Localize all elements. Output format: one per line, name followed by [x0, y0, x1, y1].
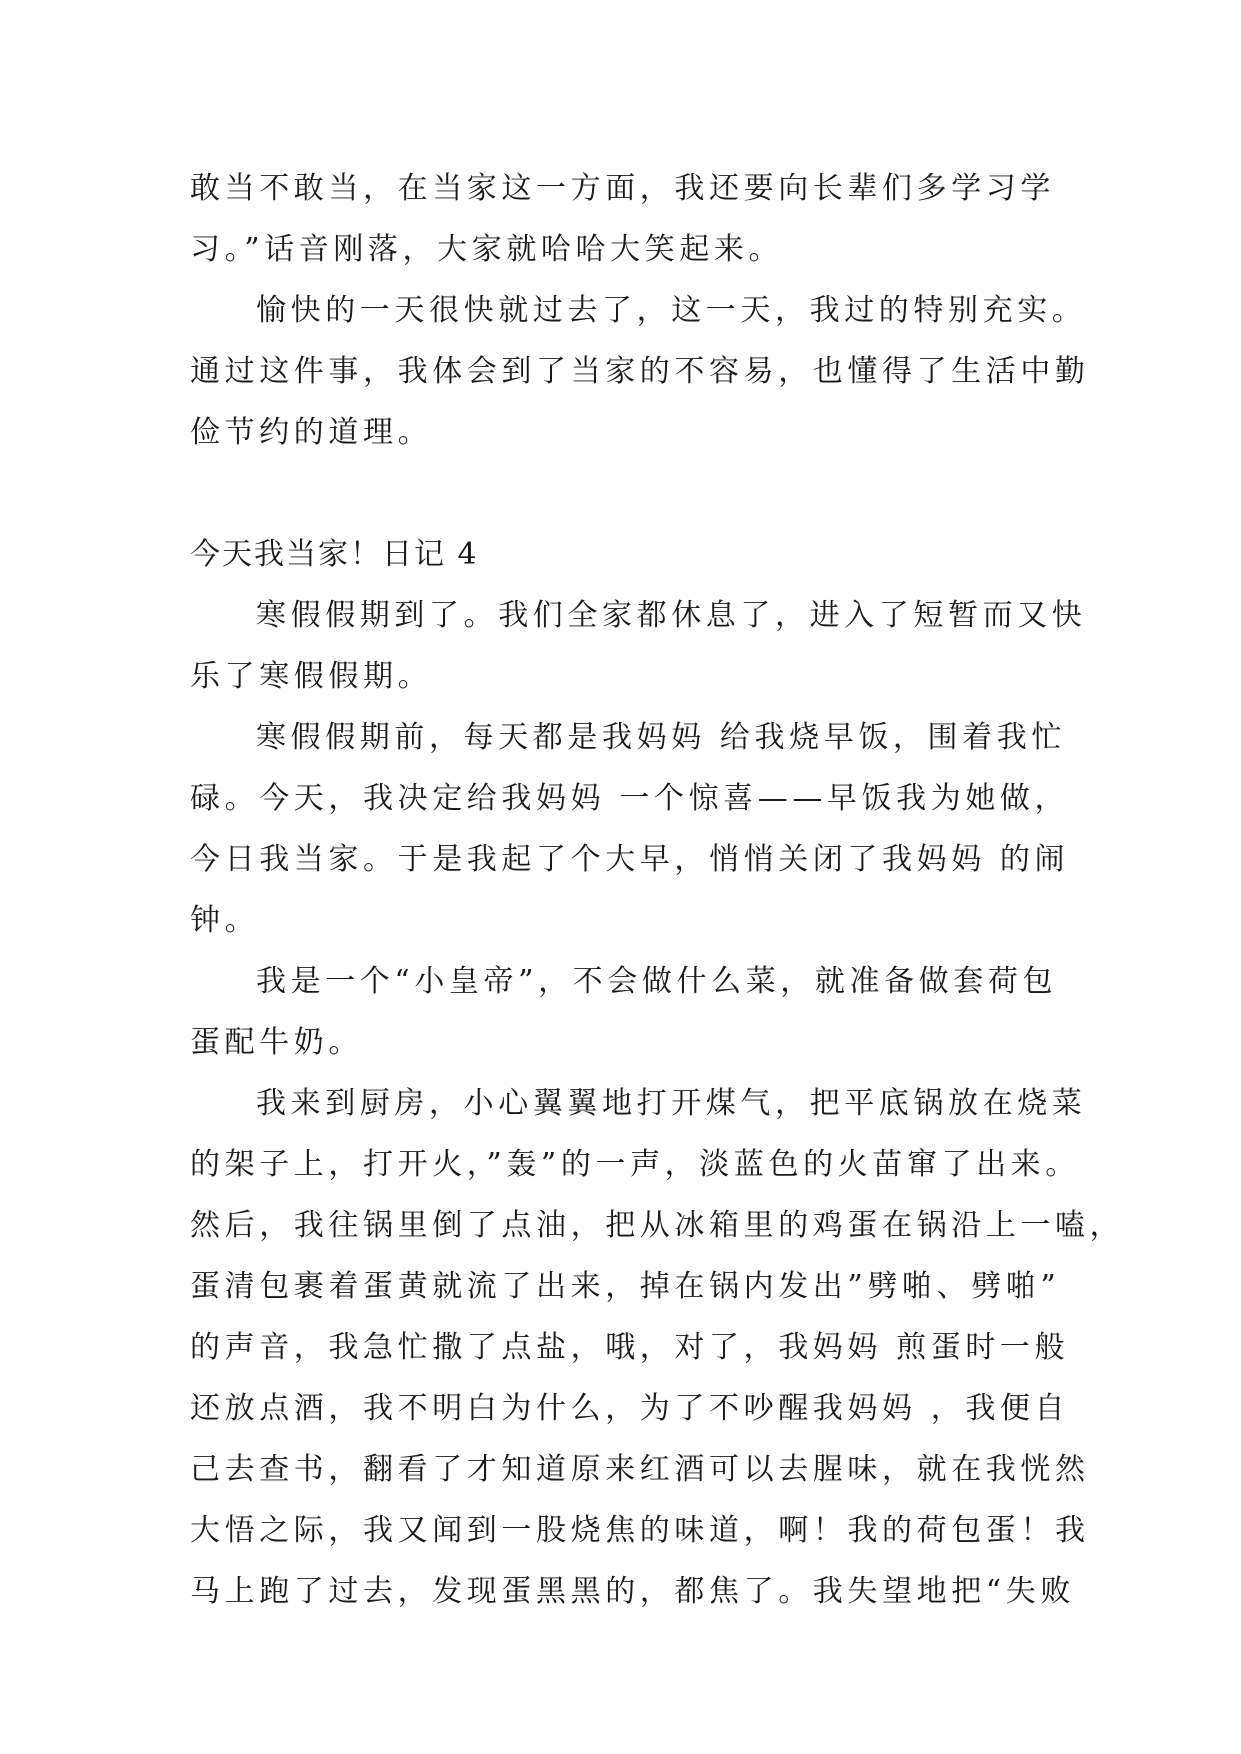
text-line: 今日我当家。于是我起了个大早，悄悄关闭了我妈妈 的闹: [190, 842, 1070, 877]
document-body: [190, 158, 1125, 1622]
text-line: 寒假假期到了。我们全家都休息了，进入了短暂而又快: [256, 598, 1087, 633]
text-line: 乐了寒假假期。: [190, 659, 433, 694]
text-line: 的声音，我急忙撒了点盐，哦，对了，我妈妈 煎蛋时一般: [190, 1330, 1070, 1365]
text-line: 马上跑了过去，发现蛋黑黑的，都焦了。我失望地把“失败: [190, 1574, 1075, 1609]
text-line: 然后，我往锅里倒了点油，把从冰箱里的鸡蛋在锅沿上一嗑，: [190, 1208, 1125, 1243]
text-line: 我是一个“小皇帝”，不会做什么菜，就准备做套荷包: [256, 964, 1058, 999]
text-line: 通过这件事，我体会到了当家的不容易，也懂得了生活中勤: [190, 354, 1090, 389]
section-gap: [190, 463, 1070, 524]
text-line: 的架子上，打开火，”轰”的一声，淡蓝色的火苗窜了出来。: [190, 1147, 1080, 1182]
text-line: 碌。今天，我决定给我妈妈 一个惊喜——早饭我为她做，: [190, 781, 1070, 816]
text-line: 己去查书，翻看了才知道原来红酒可以去腥味，就在我恍然: [190, 1452, 1090, 1487]
paragraphs-before-heading: [190, 158, 1090, 463]
text-line: 愉快的一天很快就过去了，这一天，我过的特别充实。: [256, 293, 1087, 328]
paragraphs-after-heading: [190, 585, 1125, 1622]
text-line: 俭节约的道理。: [190, 415, 433, 450]
text-line: 敢当不敢当，在当家这一方面，我还要向长辈们多学习学: [190, 171, 1055, 206]
text-line: 还放点酒，我不明白为什么，为了不吵醒我妈妈 ，我便自: [190, 1391, 1070, 1426]
text-line: 钟。: [190, 903, 260, 938]
section-heading: 今天我当家！日记 4: [190, 537, 479, 572]
text-line: 蛋配牛奶。: [190, 1025, 363, 1060]
text-line: 大悟之际，我又闻到一股烧焦的味道，啊！我的荷包蛋！我: [190, 1513, 1090, 1548]
text-line: 习。”话音刚落，大家就哈哈大笑起来。: [190, 232, 784, 267]
text-line: 蛋清包裹着蛋黄就流了出来，掉在锅内发出”劈啪、劈啪”: [190, 1269, 1061, 1304]
text-line: 我来到厨房，小心翼翼地打开煤气，把平底锅放在烧菜: [256, 1086, 1087, 1121]
text-line: 寒假假期前，每天都是我妈妈 给我烧早饭，围着我忙: [256, 720, 1066, 755]
